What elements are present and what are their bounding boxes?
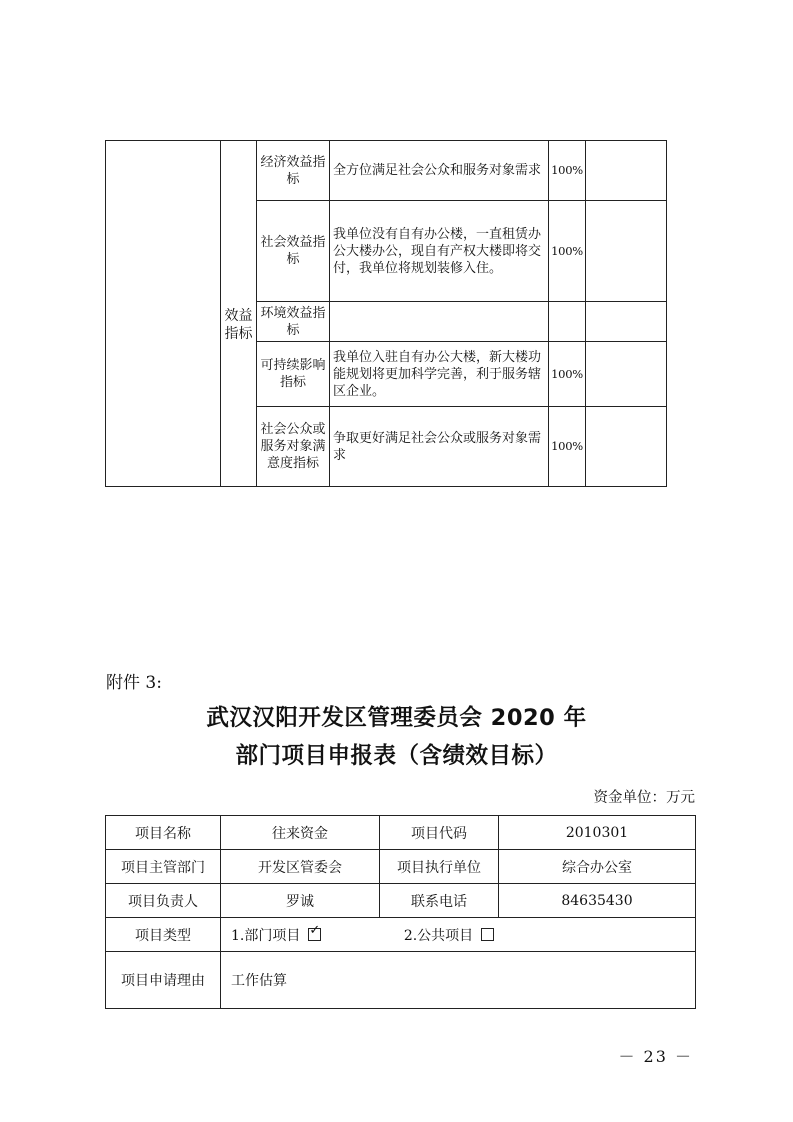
empty-cell xyxy=(586,141,667,201)
checked-box-icon xyxy=(308,928,321,941)
content-cell: 我单位没有自有办公楼，一直租赁办公大楼办公，现自有产权大楼即将交付，我单位将规划装修入住。 xyxy=(330,201,549,302)
leader-label: 项目负责人 xyxy=(106,884,221,918)
table-row xyxy=(106,141,667,201)
content-cell: 我单位入驻自有办公大楼，新大楼功能规划将更加科学完善，利于服务辖区企业。 xyxy=(330,342,549,407)
empty-cell xyxy=(586,201,667,302)
project-type-options xyxy=(221,918,696,952)
public-project-option xyxy=(404,925,494,945)
project-code-value: 2010301 xyxy=(499,816,696,850)
value-cell xyxy=(549,302,586,342)
performance-indicator-table xyxy=(105,140,667,487)
attachment-label: 附件 3: xyxy=(106,673,162,693)
page-number: － 23 － xyxy=(618,1047,693,1066)
exec-unit-label: 项目执行单位 xyxy=(380,850,499,884)
sub-indicator-cell: 社会公众或服务对象满意度指标 xyxy=(257,407,330,487)
table-row xyxy=(106,850,696,884)
document-title-line2: 部门项目申报表（含绩效目标） xyxy=(235,743,558,769)
blank-cell xyxy=(106,141,221,487)
dept-project-option-label: 1.部门项目 xyxy=(231,927,301,944)
sub-indicator-cell: 经济效益指标 xyxy=(257,141,330,201)
empty-cell xyxy=(586,302,667,342)
project-code-label: 项目代码 xyxy=(380,816,499,850)
public-project-option-label: 2.公共项目 xyxy=(403,927,474,944)
project-name-label: 项目名称 xyxy=(106,816,221,850)
dept-project-option xyxy=(231,925,321,945)
dept-value: 开发区管委会 xyxy=(221,850,380,884)
phone-value: 84635430 xyxy=(499,884,696,918)
value-cell: 100% xyxy=(549,342,586,407)
document-title-line1: 武汉汉阳开发区管理委员会 2020 年 xyxy=(206,705,587,731)
sub-indicator-cell: 可持续影响指标 xyxy=(257,342,330,407)
phone-label: 联系电话 xyxy=(380,884,499,918)
content-cell: 全方位满足社会公众和服务对象需求 xyxy=(330,141,549,201)
project-type-label: 项目类型 xyxy=(106,918,221,952)
leader-value: 罗诚 xyxy=(221,884,380,918)
table-row xyxy=(106,918,696,952)
table-row xyxy=(106,816,696,850)
dept-label: 项目主管部门 xyxy=(106,850,221,884)
project-name-value: 往来资金 xyxy=(221,816,380,850)
table-row xyxy=(106,884,696,918)
reason-label: 项目申请理由 xyxy=(106,952,221,1009)
empty-box-icon xyxy=(481,928,494,941)
project-info-table xyxy=(105,815,696,1009)
exec-unit-value: 综合办公室 xyxy=(499,850,696,884)
sub-indicator-cell: 环境效益指标 xyxy=(257,302,330,342)
value-cell: 100% xyxy=(549,141,586,201)
category-label: 效益指标 xyxy=(224,307,253,342)
fund-unit-note: 资金单位：万元 xyxy=(593,790,695,806)
category-cell xyxy=(221,141,257,487)
reason-value: 工作估算 xyxy=(221,952,696,1009)
table-row xyxy=(106,952,696,1009)
empty-cell xyxy=(586,342,667,407)
empty-cell xyxy=(586,407,667,487)
content-cell xyxy=(330,302,549,342)
value-cell: 100% xyxy=(549,407,586,487)
content-cell: 争取更好满足社会公众或服务对象需求 xyxy=(330,407,549,487)
value-cell: 100% xyxy=(549,201,586,302)
sub-indicator-cell: 社会效益指标 xyxy=(257,201,330,302)
